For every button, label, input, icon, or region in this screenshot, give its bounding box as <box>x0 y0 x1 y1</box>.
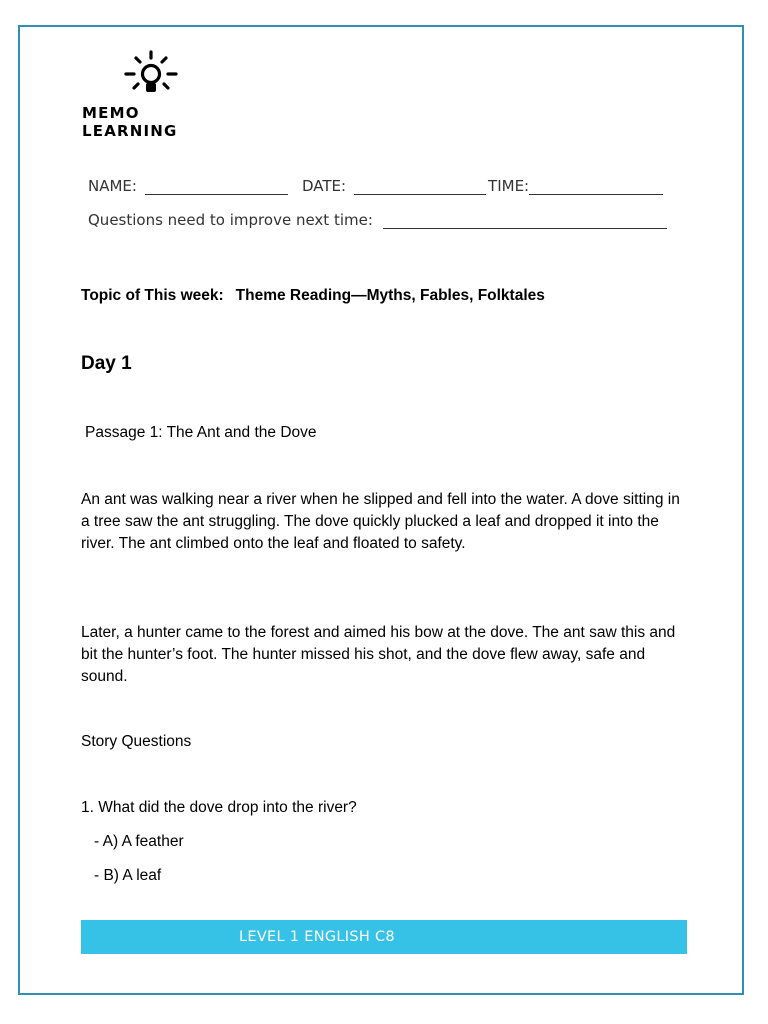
passage-paragraph: Later, a hunter came to the forest and aimed his bow at the dove. The ant saw this and bit the hunter’s foot. The hunter missed his shot, and the dove flew away, safe and sound. <box>81 624 676 685</box>
time-blank[interactable] <box>529 180 663 195</box>
lightbulb-icon <box>124 50 178 98</box>
logo <box>82 50 222 140</box>
logo-text: MEMO LEARNING <box>82 104 178 140</box>
name-blank[interactable] <box>145 180 288 195</box>
questions-improve-blank[interactable] <box>383 214 667 229</box>
question-1: 1. What did the dove drop into the river? <box>81 799 357 816</box>
topic-line <box>81 287 545 305</box>
passage-paragraph: An ant was walking near a river when he slipped and fell into the water. A dove sitting in a tree saw the ant struggling. The dove quickly plucked a leaf and dropped it into the river. The ant climbed onto the leaf and floated to safety. <box>81 491 680 552</box>
question-1-option-b[interactable]: - B) A leaf <box>94 867 162 884</box>
questions-improve-label: Questions need to improve next time: <box>88 211 373 229</box>
questions-improve-row <box>88 211 681 229</box>
day-heading: Day 1 <box>81 353 132 374</box>
passage-title: Passage 1: The Ant and the Dove <box>85 424 317 441</box>
topic-label: Topic of This week: <box>81 287 224 304</box>
story-questions-heading: Story Questions <box>81 733 192 750</box>
footer-text: LEVEL 1 ENGLISH C8 <box>239 929 395 945</box>
date-label: DATE: <box>301 177 347 195</box>
question-1-option-a[interactable]: - A) A feather <box>94 833 184 850</box>
name-date-time-row <box>88 177 677 195</box>
footer-bar <box>81 920 687 954</box>
topic-value: Theme Reading—Myths, Fables, Folktales <box>235 287 545 304</box>
name-label: NAME: <box>88 177 137 195</box>
time-label: TIME: <box>488 177 530 195</box>
date-blank[interactable] <box>354 180 486 195</box>
